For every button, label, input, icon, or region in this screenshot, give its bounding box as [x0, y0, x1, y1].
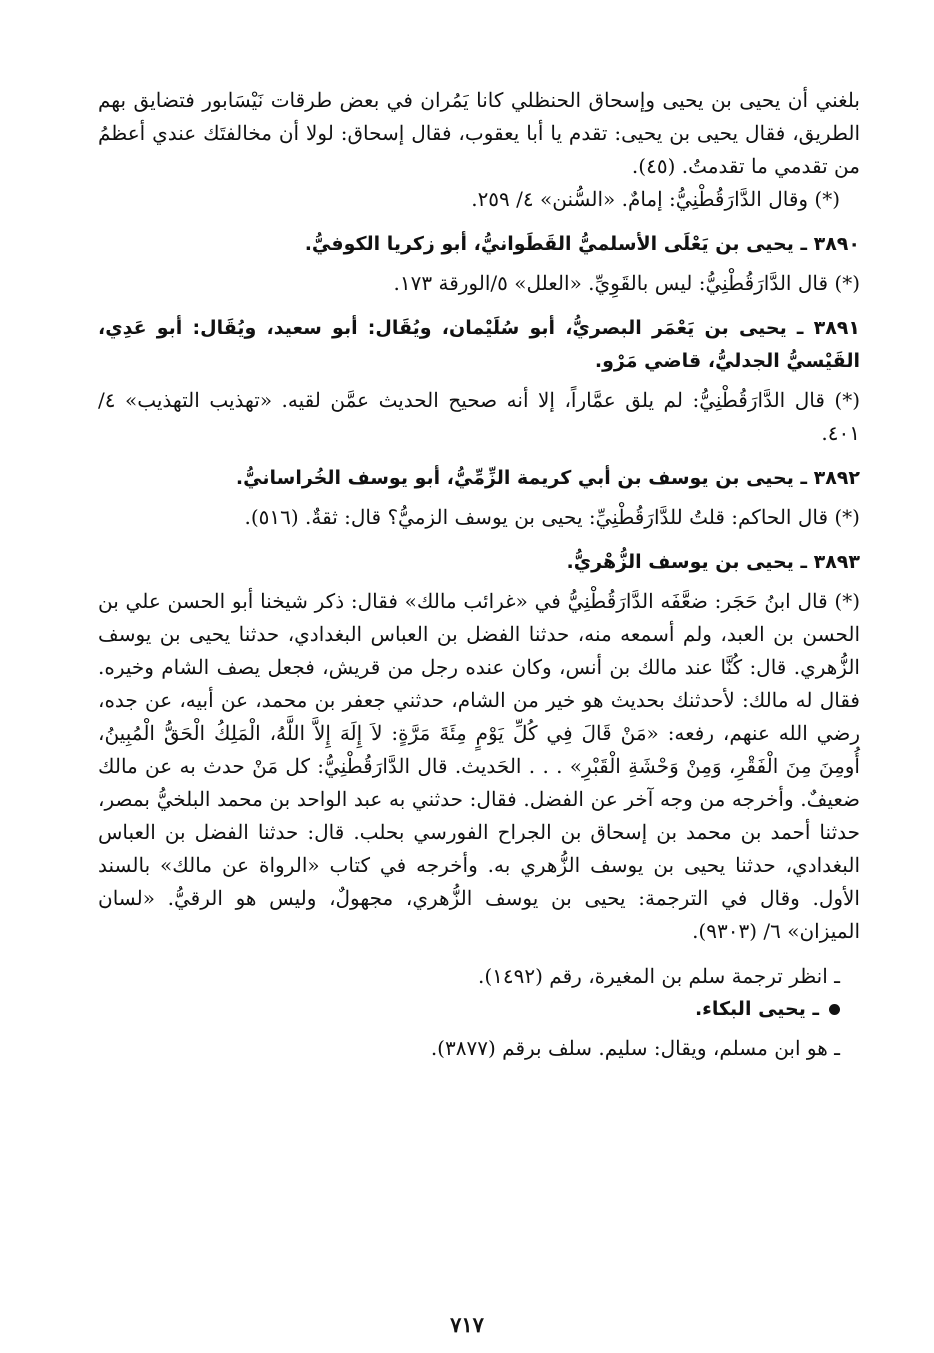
page-number: ٧١٧ [450, 1312, 484, 1337]
paragraph-intro: بلغني أن يحيى بن يحيى وإسحاق الحنظلي كانا يَمُران في بعض طرقات نَيْسَابور فتضايق بهم الطريق، فقال يحيى بن يحيى: تقدم يا أبا يعقوب، فقال إسحاق: لولا أن مخالفتَك عندي أعظمُ من تقدمي ما تقدمتُ. (٤٥). [98, 88, 860, 178]
note-daraqutni-imam: (*) وقال الدَّارَقُطْنِيُّ: إمامٌ. «السُّنن» ٤/ ٢٥٩. [471, 187, 840, 211]
entry-heading-3893: ٣٨٩٣ ـ يحيى بن يوسف الزُّهْريُّ. [566, 551, 860, 573]
note-entry-3891: (*) قال الدَّارَقُطْنِيُّ: لم يلق عمَّاراً، إلا أنه صحيح الحديث عمَّن لقيه. «تهذيب التهذيب» ٤/ ٤٠١. [98, 388, 860, 445]
bullet-icon [829, 1004, 840, 1015]
note-entry-3890: (*) قال الدَّارَقُطْنِيُّ: ليس بالقَوِيِّ. «العلل» ٥/الورقة ١٧٣. [393, 271, 860, 295]
document-page [98, 84, 860, 1065]
bullet-heading-text: ـ يحيى البكاء. [694, 998, 819, 1020]
note-entry-3892: (*) قال الحاكم: قلتُ للدَّارَقُطْنِيِّ: يحيى بن يوسف الزميُّ؟ قال: ثقةٌ. (٥١٦). [244, 505, 860, 529]
entry-heading-3890: ٣٨٩٠ ـ يحيى بن يَعْلَى الأسلميُّ القَطَوانيُّ، أبو زكريا الكوفيُّ. [304, 233, 860, 255]
cross-reference-salm: ـ انظر ترجمة سلم بن المغيرة، رقم (١٤٩٢). [478, 964, 840, 988]
cross-reference-3877: ـ هو ابن مسلم، ويقال: سليم. سلف برقم (٣٨٧٧). [430, 1036, 840, 1060]
note-entry-3893: (*) قال ابنُ حَجَر: ضعَّفَه الدَّارَقُطْنِيُّ في «غرائب مالك» فقال: ذكر شيخنا أبو الحسن علي بن الحسن بن العبد، ولم أسمعه منه، حدثنا الفضل بن العباس البغدادي، حدثنا يحيى بن يوسف الزُّهري. قال: كُنَّا عند مالك بن أنس، وكان عنده رجل من قريش، فجعل يصف الشام وخيره. فقال له مالك: لأحدثنك بحديث هو خير من الشام، حدثني جعفر بن محمد، عن أبيه، عن جده، رضي الله عنهم، رفعه: «مَنْ قَالَ فِي كُلِّ يَوْمٍ مِئَةَ مَرَّةٍ: لاَ إِلَهَ إِلاَّ اللَّهُ، الْمَلِكُ الْحَقُّ الْمُبِينُ، أُومِنَ مِنَ الْفَقْرِ، وَمِنْ وَحْشَةِ الْقَبْرِ» . . . الحَديث. قال الدَّارَقُطْنِيُّ: كل مَنْ حدث به عن مالك ضعيفٌ. وأخرجه من وجه آخر عن الفضل. فقال: حدثني به عبد الواحد بن محمد البلخيُّ بمصر، حدثنا أحمد بن محمد بن إسحاق بن الجراح الفورسي بحلب. قال: حدثنا الفضل بن العباس البغدادي، حدثنا يحيى بن يوسف الزُّهري به. وأخرجه في كتاب «الرواة عن مالك» بالسند الأول. وقال في الترجمة: يحيى بن يوسف الزُّهري، مجهولٌ، وليس هو الرقيُّ. «لسان الميزان» ٦/ (٩٣٠٣). [98, 589, 860, 943]
entry-heading-3891: ٣٨٩١ ـ يحيى بن يَعْمَر البصريُّ، أبو سُلَيْمان، ويُقَال: أبو سعيد، ويُقَال: أبو عَدِي، القَيْسيُّ الجدليُّ، قاضي مَرْو. [98, 317, 860, 372]
bullet-heading-yahya-albakka [98, 993, 860, 1026]
entry-heading-3892: ٣٨٩٢ ـ يحيى بن يوسف بن أبي كريمة الزِّمِّيُّ، أبو يوسف الخُراسانيُّ. [235, 467, 860, 489]
